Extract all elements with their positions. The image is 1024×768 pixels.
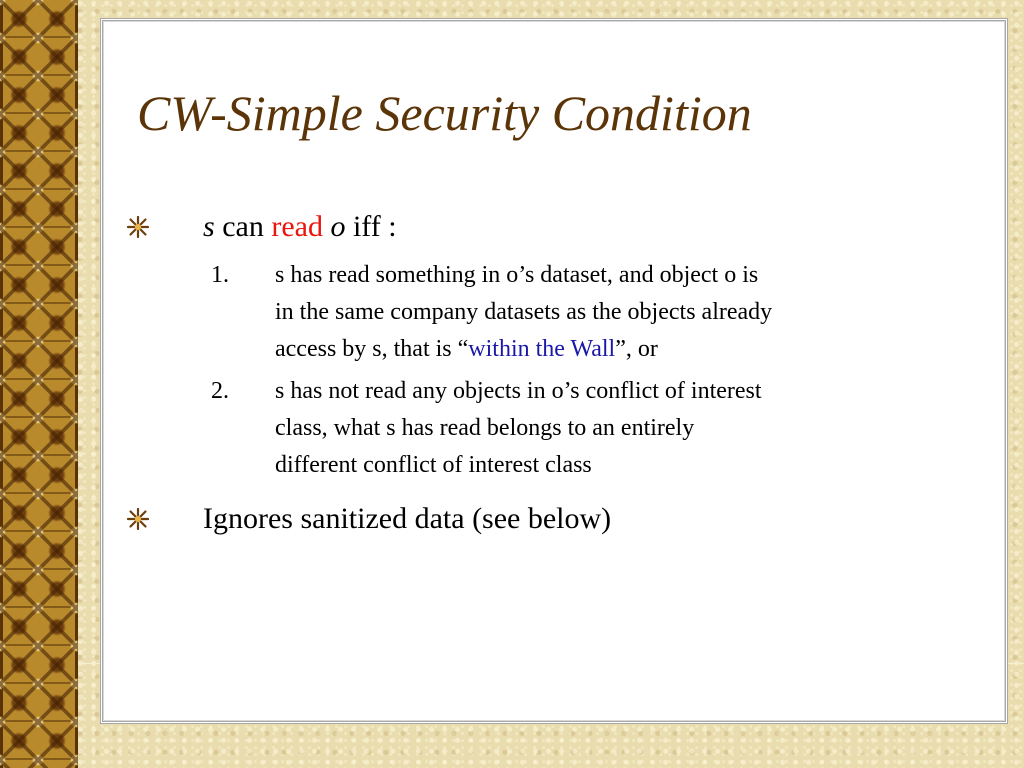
item-line: access by s, that is “within the Wall”, or — [275, 336, 658, 362]
star-burst-icon — [127, 508, 149, 530]
within-wall-highlight: within the Wall — [468, 336, 616, 362]
item-line: s has read something in o’s dataset, and object o is — [275, 262, 759, 288]
decorative-border-strip — [0, 0, 78, 768]
item-line: class, what s has read belongs to an entirely — [275, 415, 695, 441]
iff-word: iff : — [352, 210, 397, 243]
item-line: in the same company datasets as the objects already — [275, 299, 773, 325]
item-number: 2. — [211, 378, 229, 404]
subject-var: s — [203, 210, 215, 243]
slide-content-panel — [100, 18, 1008, 724]
slide-title: CW-Simple Security Condition — [137, 85, 752, 141]
read-word: read — [271, 210, 323, 243]
item-line: different conflict of interest class — [275, 452, 592, 478]
star-burst-icon — [127, 216, 149, 238]
object-var: o — [330, 210, 346, 243]
item-number: 1. — [211, 262, 229, 288]
bullet-text: Ignores sanitized data (see below) — [203, 502, 612, 535]
item-line: s has not read any objects in o’s conflict of interest — [275, 378, 762, 404]
can-word: can — [222, 210, 264, 243]
